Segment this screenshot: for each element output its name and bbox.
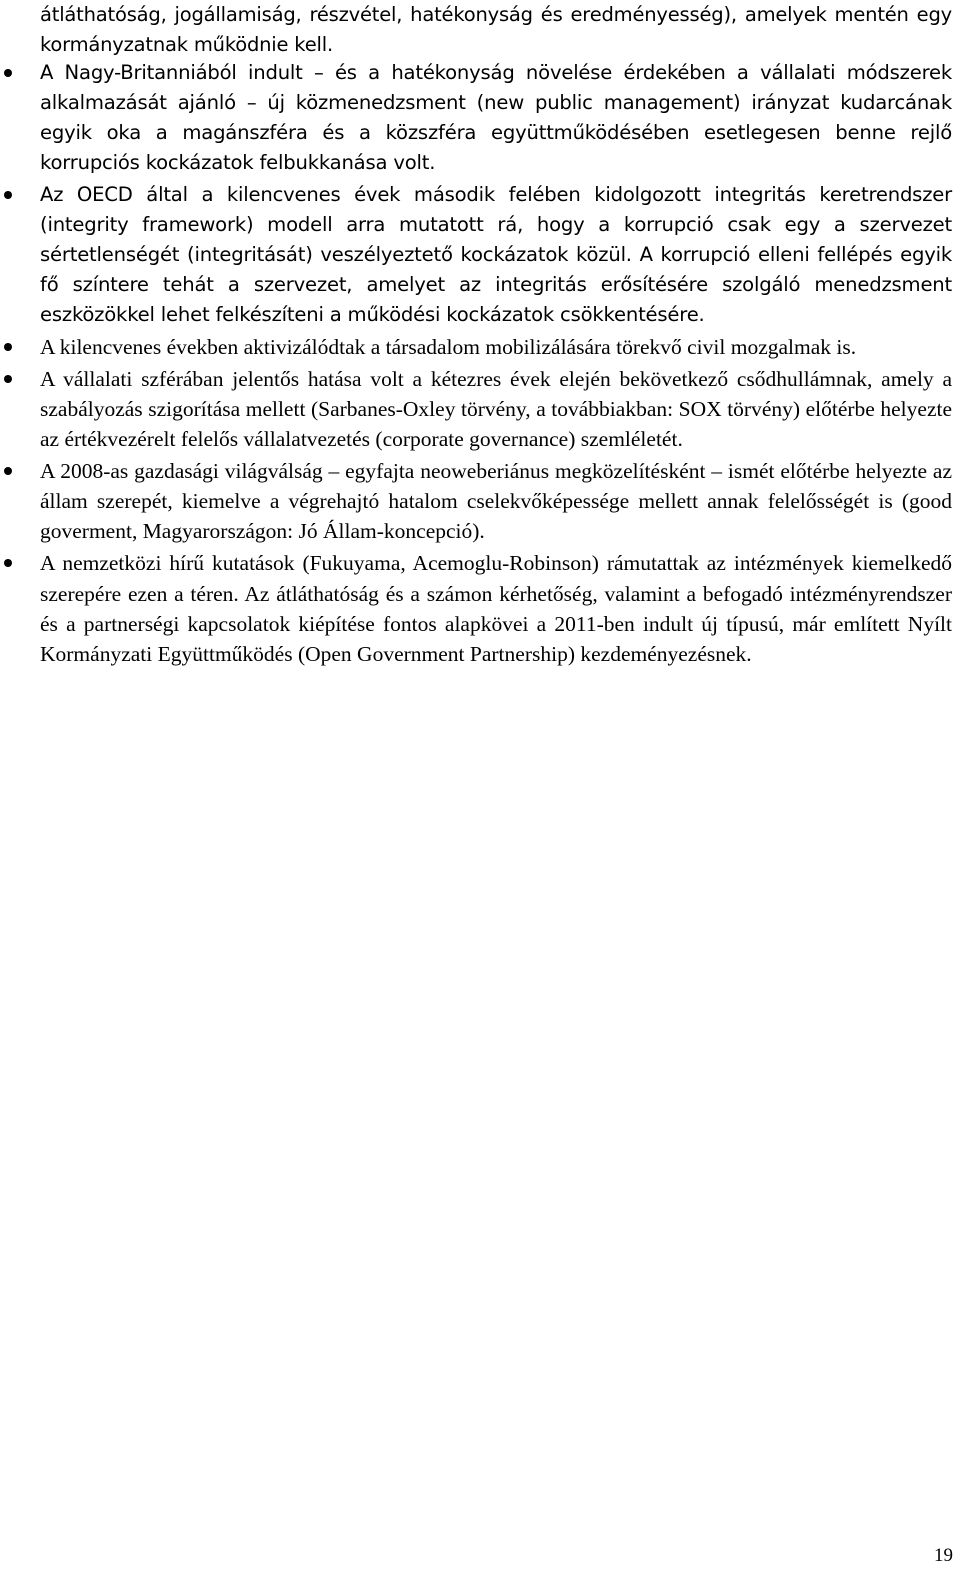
page-number: 19 [934, 1545, 953, 1566]
bullet-icon [4, 559, 12, 567]
list-item-text: A vállalati szférában jelentős hatása volt a kétezres évek elején bekövetkező csődhullámnak, amely a szabályozás szigorítása mellett (Sarbanes-Oxley törvény, a továbbiakban: SOX törvény) előtérbe helyezte az értékvezérelt felelős vállalatvezetés (corporate governance) szemléletét. [40, 366, 952, 451]
list-item [0, 548, 952, 669]
list-item-text: A 2008-as gazdasági világválság – egyfajta neoweberiánus megközelítésként – ismét előtérbe helyezte az állam szerepét, kiemelve a végrehajtó hatalom cselekvőképessége mellett annak felelősségét is (good goverment, Magyarországon: Jó Állam-koncepció). [40, 459, 952, 544]
bullet-icon [4, 191, 12, 199]
bullet-icon [4, 69, 12, 77]
list-item [0, 180, 952, 330]
bullet-list [0, 58, 960, 671]
list-item [0, 456, 952, 547]
list-item [0, 364, 952, 455]
bullet-icon [4, 375, 12, 383]
bullet-icon [4, 467, 12, 475]
list-item [0, 332, 952, 362]
list-item [0, 58, 952, 178]
lead-paragraph: átláthatóság, jogállamiság, részvétel, hatékonyság és eredményesség), amelyek mentén egy kormányzatnak működnie kell. [40, 3, 952, 56]
list-item-text: A nemzetközi hírű kutatások (Fukuyama, Acemoglu-Robinson) rámutattak az intézmények kiemelkedő szerepére ezen a téren. Az átláthatóság és a számon kérhetőség, valamint a befogadó intézményrendszer és a partnerségi kapcsolatok kiépítése fontos alapkövei a 2011-ben indult új típusú, már említett Nyílt Kormányzati Együttműködés (Open Government Partnership) kezdeményezésnek. [40, 551, 952, 667]
list-item-text: A Nagy-Britanniából indult – és a hatékonyság növelése érdekében a vállalati módszerek alkalmazását ajánló – új közmenedzsment (new public management) irányzat kudarcának egyik oka a magánszféra és a közszféra együttműködésében esetlegesen benne rejlő korrupciós kockázatok felbukkanása volt. [40, 61, 952, 174]
list-item-text: A kilencvenes években aktivizálódtak a társadalom mobilizálására törekvő civil mozgalmak is. [40, 334, 857, 359]
list-item-text: Az OECD által a kilencvenes évek második felében kidolgozott integritás keretrendszer (integrity framework) modell arra mutatott rá, hogy a korrupció csak egy a szervezet sértetlenségét (integritását) veszélyeztető kockázatok közül. A korrupció elleni fellépés egyik fő színtere tehát a szervezet, amelyet az integritás erősítésére szolgáló menedzsment eszközökkel lehet felkészíteni a működési kockázatok csökkentésére. [40, 182, 952, 326]
bullet-icon [4, 343, 12, 351]
